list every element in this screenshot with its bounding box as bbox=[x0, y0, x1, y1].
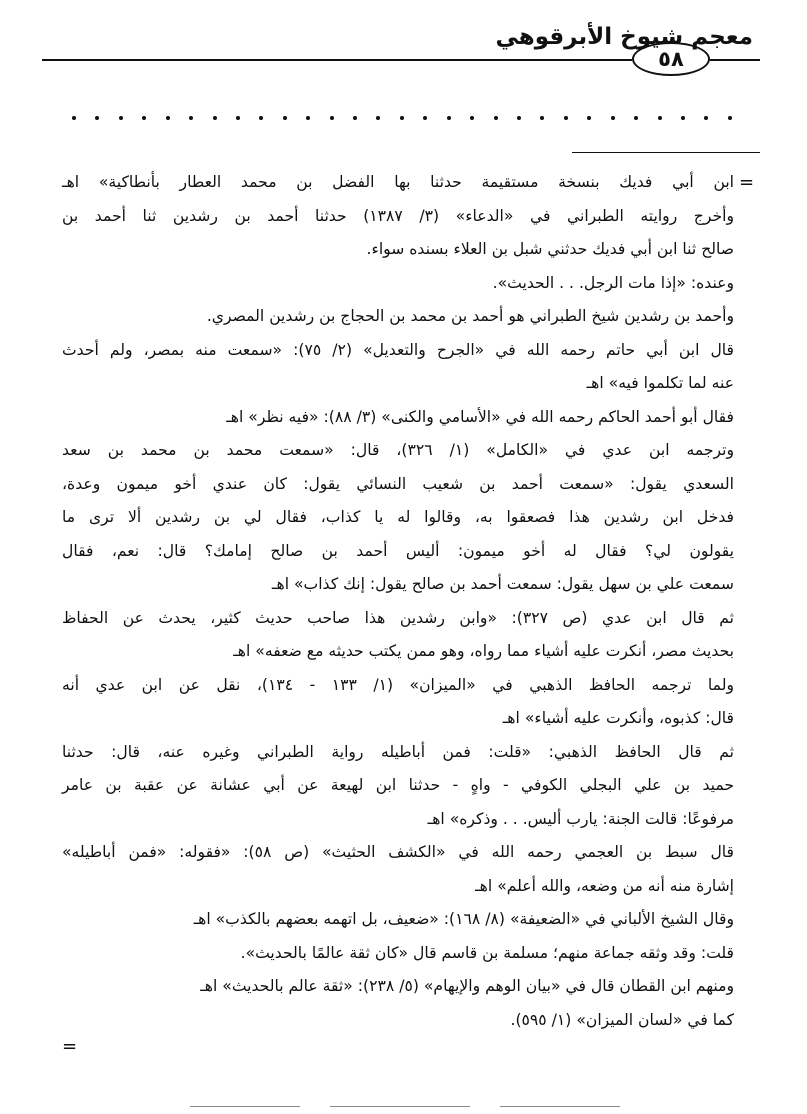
text-line: قلت: وقد وثقه جماعة منهم؛ مسلمة بن قاسم قال «كان ثقة عالمًا بالحديث». bbox=[240, 943, 734, 962]
text-line: سمعت علي بن سهل يقول: سمعت أحمد بن صالح يقول: إنك كذاب» اهـ bbox=[271, 575, 734, 593]
continuation-mark-top: = bbox=[739, 172, 755, 193]
separator-dot bbox=[728, 116, 732, 120]
separator-dot bbox=[494, 116, 498, 120]
text-line: وعنده: «إذا مات الرجل. . . الحديث». bbox=[492, 273, 734, 292]
header-rule-left bbox=[42, 59, 632, 61]
dotted-separator bbox=[72, 116, 732, 120]
separator-dot bbox=[166, 116, 170, 120]
separator-dot bbox=[517, 116, 521, 120]
separator-dot bbox=[634, 116, 638, 120]
separator-dot bbox=[236, 116, 240, 120]
separator-dot bbox=[658, 116, 662, 120]
page-number: ٥٨ bbox=[658, 47, 684, 71]
footer-rule-3 bbox=[500, 1106, 620, 1107]
text-line: إشارة منه أنه من وضعه، والله أعلم» اهـ bbox=[475, 876, 734, 895]
text-line: ثم قال ابن عدي (ص ٣٢٧): «وابن رشدين هذا صاحب حديث كثير، يحدث عن الحفاظ bbox=[62, 608, 734, 627]
separator-dot bbox=[119, 116, 123, 120]
separator-dot bbox=[189, 116, 193, 120]
separator-dot bbox=[353, 116, 357, 120]
text-line: وأخرج روايته الطبراني في «الدعاء» (٣/ ١٣٨٧) حدثنا أحمد بن رشدين ثنا أحمد بن bbox=[62, 206, 734, 225]
separator-dot bbox=[306, 116, 310, 120]
text-line: حميد بن علي البجلي الكوفي - واهٍ - حدثنا ابن لهيعة عن أبي عشانة عن عقبة بن عامر bbox=[62, 776, 734, 794]
text-line: فدخل ابن رشدين هذا فصعقوا به، وقالوا له يا كذاب، فقال لي بن رشدين ألا ترى ما bbox=[62, 508, 734, 526]
separator-dot bbox=[95, 116, 99, 120]
text-line: مرفوعًا: قالت الجنة: يارب أليس. . . وذكره» اهـ bbox=[427, 809, 734, 828]
text-line: وقال الشيخ الألباني في «الضعيفة» (٨/ ١٦٨): «ضعيف، بل اتهمه بعضهم بالكذب» اهـ bbox=[193, 910, 734, 928]
text-line: فقال أبو أحمد الحاكم رحمه الله في «الأسامي والكنى» (٣/ ٨٨): «فيه نظر» اهـ bbox=[226, 407, 734, 426]
separator-dot bbox=[376, 116, 380, 120]
separator-dot bbox=[213, 116, 217, 120]
footer-rule-1 bbox=[190, 1106, 300, 1107]
separator-dot bbox=[587, 116, 591, 120]
footer-rule-2 bbox=[330, 1106, 470, 1107]
text-line: ومنهم ابن القطان قال في «بيان الوهم والإيهام» (٥/ ٢٣٨): «ثقة عالم بالحديث» اهـ bbox=[200, 977, 734, 995]
text-line: وأحمد بن رشدين شيخ الطبراني هو أحمد بن محمد بن الحجاج بن رشدين المصري. bbox=[206, 307, 734, 325]
footnote-body bbox=[62, 166, 734, 1037]
text-line: قال سبط بن العجمي رحمه الله في «الكشف الحثيث» (ص ٥٨): «فقوله: «فمن أباطيله» bbox=[62, 843, 734, 861]
text-line: السعدي يقول: «سمعت أحمد بن شعيب النسائي يقول: كان عندي أخو ميمون وعدة، bbox=[62, 474, 734, 493]
separator-dot bbox=[423, 116, 427, 120]
separator-dot bbox=[259, 116, 263, 120]
text-line: ثم قال الحافظ الذهبي: «قلت: فمن أباطيله رواية الطبراني وغيره عنه، قال: حدثنا bbox=[62, 742, 734, 761]
separator-dot bbox=[330, 116, 334, 120]
separator-dot bbox=[447, 116, 451, 120]
separator-dot bbox=[540, 116, 544, 120]
separator-dot bbox=[72, 116, 76, 120]
text-line: قال: كذبوه، وأنكرت عليه أشياء» اهـ bbox=[502, 709, 734, 727]
separator-dot bbox=[564, 116, 568, 120]
separator-dot bbox=[142, 116, 146, 120]
text-line: قال ابن أبي حاتم رحمه الله في «الجرح والتعديل» (٢/ ٧٥): «سمعت منه بمصر، ولم أحدث bbox=[62, 340, 734, 359]
separator-dot bbox=[470, 116, 474, 120]
separator-dot bbox=[400, 116, 404, 120]
text-line: وترجمه ابن عدي في «الكامل» (١/ ٣٢٦)، قال: «سمعت محمد بن محمد بن سعد bbox=[62, 441, 734, 459]
footnote-rule bbox=[572, 152, 760, 153]
text-line: ابن أبي فديك بنسخة مستقيمة حدثنا بها الفضل بن محمد العطار بأنطاكية» اهـ bbox=[62, 173, 734, 191]
header-rule-right bbox=[710, 59, 760, 61]
text-line: يقولون لي؟ فقال له أخو ميمون: أليس أحمد بن صالح إمامك؟ قال: نعم، فقال bbox=[62, 541, 734, 560]
text-line: كما في «لسان الميزان» (١/ ٥٩٥). bbox=[510, 1010, 734, 1029]
running-title: معجم شيوخ الأبرقوهي bbox=[495, 24, 753, 50]
text-line: بحديث مصر، أنكرت عليه أشياء مما رواه، وهو ممن يكتب حديثه مع ضعفه» اهـ bbox=[233, 642, 734, 660]
separator-dot bbox=[704, 116, 708, 120]
text-line: ولما ترجمه الحافظ الذهبي في «الميزان» (١/ ١٣٣ - ١٣٤)، نقل عن ابن عدي أنه bbox=[62, 675, 734, 694]
page-number-badge bbox=[632, 42, 710, 76]
separator-dot bbox=[283, 116, 287, 120]
continuation-mark-bottom: = bbox=[62, 1036, 78, 1057]
text-line: عنه لما تكلموا فيه» اهـ bbox=[586, 374, 734, 392]
text-line: صالح ثنا ابن أبي فديك حدثني شبل بن العلاء بسنده سواء. bbox=[366, 240, 734, 258]
separator-dot bbox=[681, 116, 685, 120]
separator-dot bbox=[611, 116, 615, 120]
